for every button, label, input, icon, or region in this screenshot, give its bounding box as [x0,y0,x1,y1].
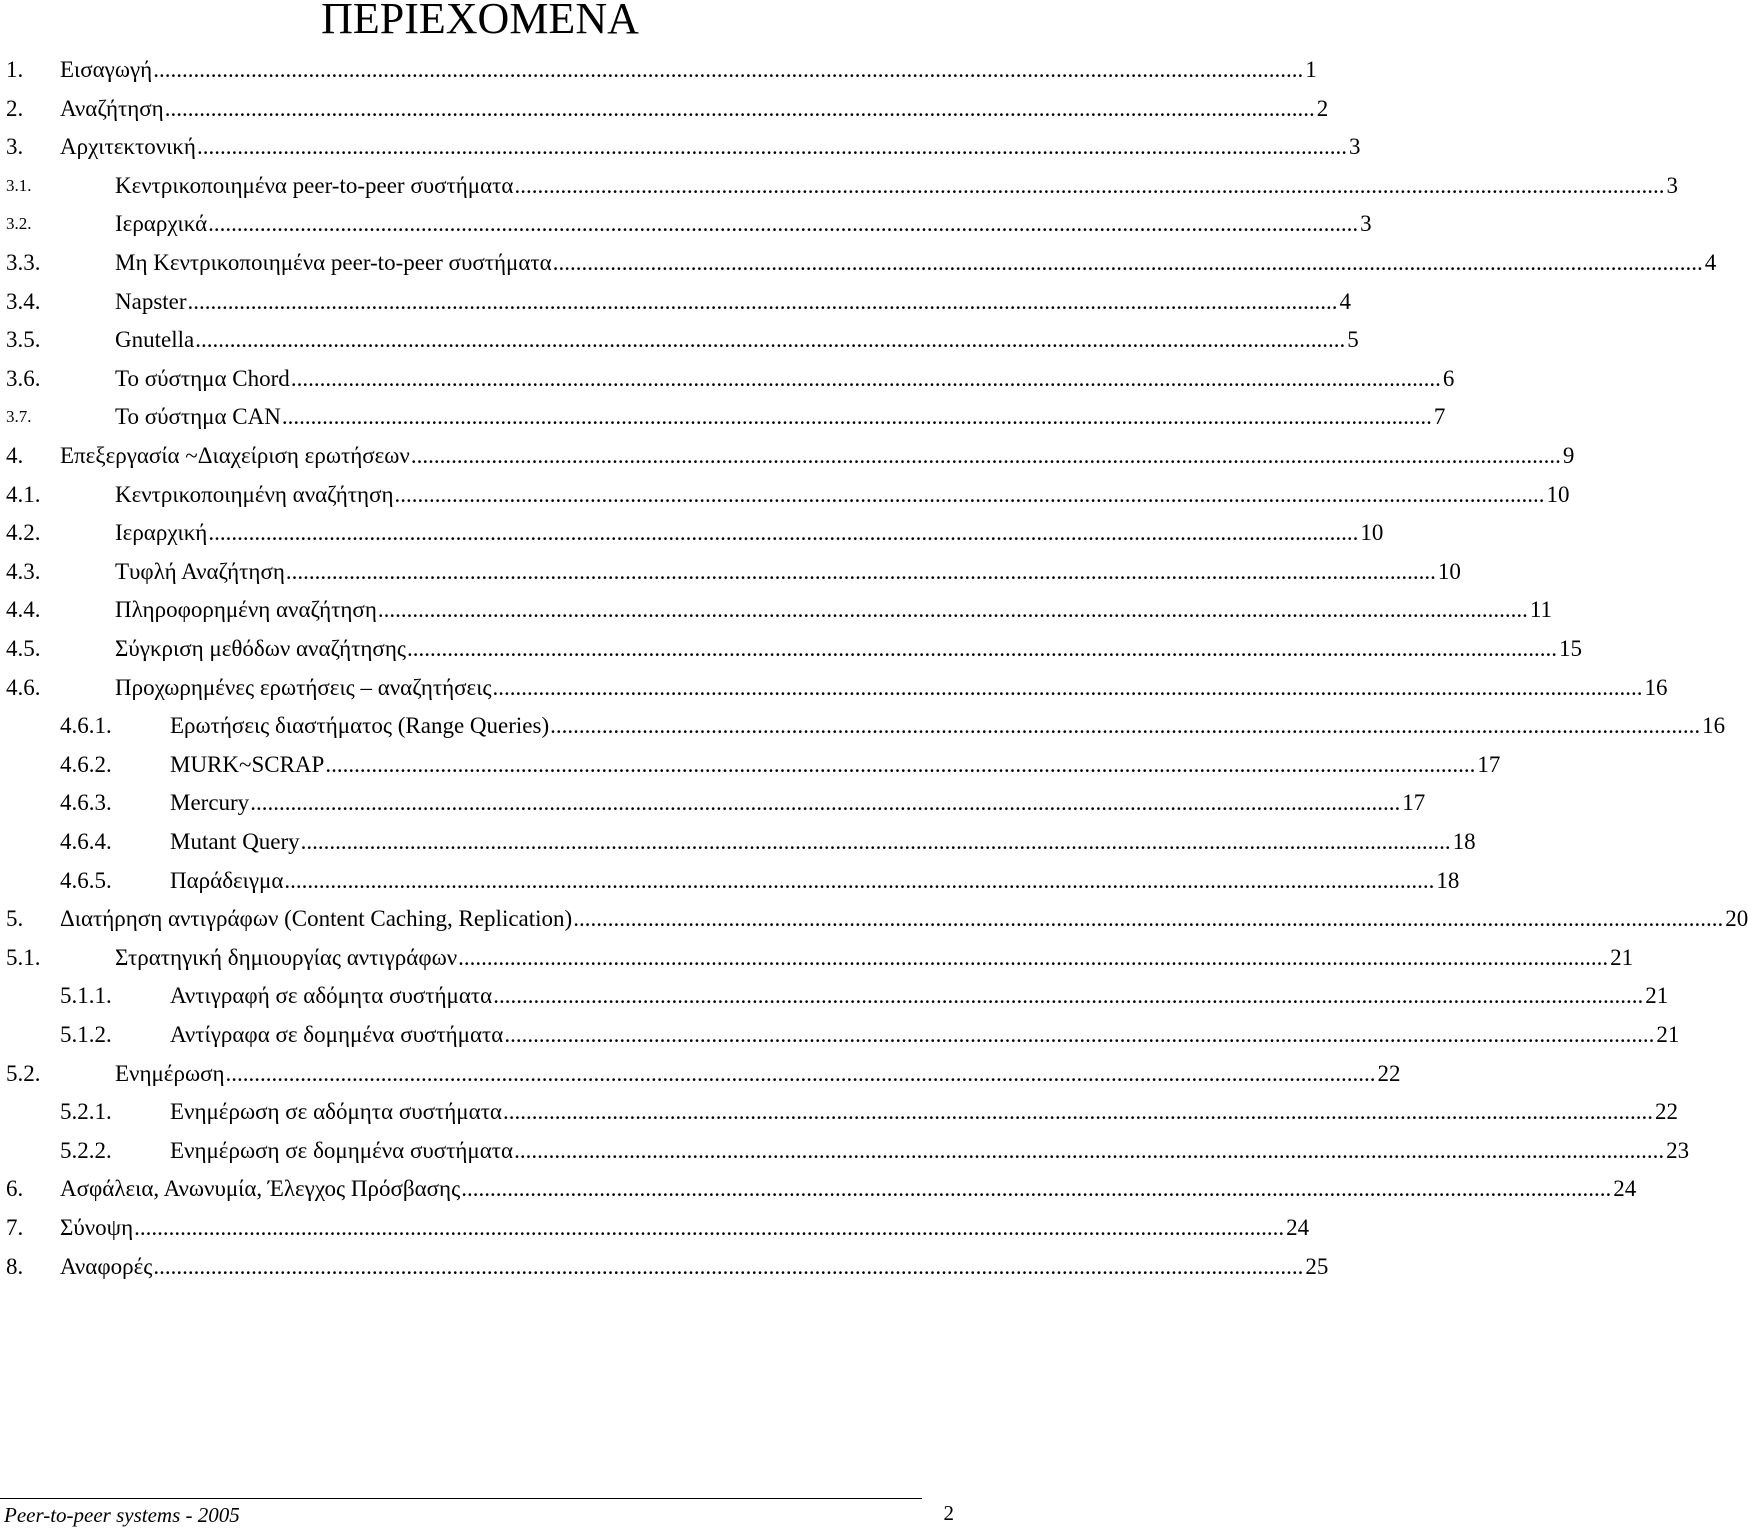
toc-entry-page: 24 [1613,1176,1637,1202]
toc-entry-title: Πληροφορημένη αναζήτηση [115,597,377,623]
toc-entry-title: MURK~SCRAP [170,751,325,777]
toc-dot-leader: ........................................................................................................................................................................................................ [208,211,1359,237]
toc-entry-page: 10 [1437,558,1461,584]
toc-entry-title: Επεξεργασία ~Διαχείριση ερωτήσεων [60,443,410,468]
toc-entry-page: 22 [1377,1060,1401,1086]
toc-dot-leader: ........................................................................................................................................................................................................ [514,172,1665,198]
toc-entry-number: 4.4. [6,597,41,623]
toc-entry-page: 22 [1654,1099,1678,1125]
toc-entry-title: Ενημέρωση [115,1060,225,1086]
toc-entry[interactable] [0,170,1678,202]
toc-entry-number: 4.6.4. [60,829,112,854]
toc-entry-page: 3 [1348,134,1361,160]
toc-dot-leader: ........................................................................................................................................................................................................ [153,1253,1304,1279]
toc-entry-page: 15 [1558,636,1582,661]
toc-entry-title: Αρχιτεκτονική [60,134,196,160]
toc-entry-number: 4.1. [6,481,41,507]
toc-dot-leader: ........................................................................................................................................................................................................ [284,867,1435,893]
toc-entry-number: 7. [6,1215,24,1240]
toc-dot-leader: ........................................................................................................................................................................................................ [394,481,1545,507]
toc-entry-page: 3 [1360,211,1372,237]
toc-entry[interactable] [0,286,1352,318]
toc-dot-leader: ........................................................................................................................................................................................................ [208,520,1359,546]
toc-entry[interactable] [0,865,1460,897]
toc-entry-page: 20 [1725,906,1748,932]
toc-entry[interactable] [0,324,1359,356]
toc-dot-leader: ........................................................................................................................................................................................................ [195,327,1346,353]
toc-entry-number: 3. [6,134,24,160]
toc-entry[interactable] [0,826,1476,858]
toc-entry-number: 3.2. [6,214,32,234]
toc-entry-title: Ασφάλεια, Ανωνυμία, Έλεγχος Πρόσβασης [60,1176,461,1202]
toc-dot-leader: ........................................................................................................................................................................................................ [461,1176,1612,1202]
toc-dot-leader: ........................................................................................................................................................................................................ [285,558,1436,584]
toc-entry-title: Μη Κεντρικοποιημένα peer-to-peer συστήματα [115,250,552,275]
toc-entry[interactable] [0,749,1501,781]
toc-dot-leader: ........................................................................................................................................................................................................ [300,829,1451,854]
toc-dot-leader: ........................................................................................................................................................................................................ [406,636,1557,661]
toc-entry[interactable] [0,401,1446,433]
toc-entry-title: Παράδειγμα [170,867,284,893]
toc-entry-number: 4.2. [6,520,41,546]
toc-dot-leader: ........................................................................................................................................................................................................ [492,674,1643,700]
toc-entry-title: Στρατηγική δημιουργίας αντιγράφων [115,944,458,970]
toc-entry-page: 21 [1645,983,1669,1009]
toc-entry-title: Αντιγραφή σε αδόμητα συστήματα [170,983,493,1009]
toc-entry-title: Κεντρικοποιημένα peer-to-peer συστήματα [115,172,514,198]
toc-entry-number: 5.1. [6,944,41,970]
toc-entry-number: 4.6.1. [60,713,112,739]
toc-entry[interactable] [0,1019,1680,1051]
toc-entry-page: 11 [1529,597,1553,623]
toc-dot-leader: ........................................................................................................................................................................................................ [196,134,1347,160]
toc-entry[interactable] [0,479,1570,511]
toc-entry-page: 2 [1316,95,1329,121]
toc-entry-title: Διατήρηση αντιγράφων (Content Caching, Replication) [60,906,573,932]
toc-entry-page: 21 [1656,1022,1680,1047]
toc-entry[interactable] [0,942,1634,974]
toc-entry-title: Προχωρημένες ερωτήσεις – αναζητήσεις [115,674,492,700]
toc-entry-number: 4. [6,443,24,468]
toc-entry[interactable] [0,710,1726,742]
toc-entry[interactable] [0,556,1461,588]
toc-entry[interactable] [0,208,1372,240]
toc-entry-number: 1. [6,57,24,82]
toc-entry[interactable] [0,1212,1310,1244]
toc-entry[interactable] [0,594,1553,626]
toc-dot-leader: ........................................................................................................................................................................................................ [504,1022,1655,1047]
toc-entry-page: 17 [1402,790,1426,816]
toc-entry-page: 16 [1644,674,1668,700]
toc-dot-leader: ........................................................................................................................................................................................................ [250,790,1401,816]
toc-entry-number: 5. [6,906,24,932]
toc-entry[interactable] [0,440,1575,472]
toc-dot-leader: ........................................................................................................................................................................................................ [514,1137,1665,1163]
toc-entry[interactable] [0,1058,1401,1090]
toc-dot-leader: ........................................................................................................................................................................................................ [164,95,1315,121]
toc-entry[interactable] [0,787,1426,819]
toc-entry-title: Napster [115,288,187,314]
toc-entry-number: 2. [6,95,24,121]
toc-entry[interactable] [0,54,1317,86]
toc-entry-number: 4.3. [6,558,41,584]
toc-entry-number: 3.1. [6,175,32,195]
toc-entry-title: Το σύστημα CAN [115,404,281,430]
toc-entry-number: 5.2.1. [60,1099,112,1125]
toc-entry-number: 4.6.5. [60,867,112,893]
toc-entry-title: Mutant Query [170,829,300,854]
toc-entry[interactable] [0,93,1329,125]
toc-entry[interactable] [0,247,1717,279]
toc-entry-page: 21 [1610,944,1634,970]
toc-entry[interactable] [0,633,1582,665]
toc-entry-page: 3 [1666,172,1678,198]
toc-entry-page: 17 [1477,751,1501,777]
toc-entry-number: 5.1.1. [60,983,112,1009]
toc-entry-number: 4.6.2. [60,751,112,777]
toc-entry-number: 3.3. [6,250,41,275]
toc-entry-page: 4 [1704,250,1717,275]
toc-entry-title: Gnutella [115,327,195,353]
toc-entry-page: 10 [1546,481,1570,507]
toc-dot-leader: ........................................................................................................................................................................................................ [281,404,1432,430]
toc-entry-title: Ιεραρχική [115,520,208,546]
footer-page-number: 2 [943,1501,954,1525]
toc-entry-page: 23 [1666,1137,1690,1163]
toc-entry-title: Τυφλή Αναζήτηση [115,558,285,584]
toc-entry-number: 4.6. [6,674,41,700]
toc-entry-title: Ερωτήσεις διαστήματος (Range Queries) [170,713,550,739]
toc-entry-title: Mercury [170,790,250,816]
toc-entry-title: Σύγκριση μεθόδων αναζήτησης [115,636,406,661]
toc-entry[interactable] [0,980,1669,1012]
toc-entry-title: Αναζήτηση [60,95,164,121]
toc-dot-leader: ........................................................................................................................................................................................................ [134,1215,1285,1240]
toc-entry-number: 4.5. [6,636,41,661]
toc-entry-number: 5.2.2. [60,1137,112,1163]
toc-entry-title: Το σύστημα Chord [115,365,290,391]
toc-entry[interactable] [0,517,1384,549]
toc-dot-leader: ........................................................................................................................................................................................................ [153,57,1304,82]
footer-divider [0,1498,922,1499]
toc-entry-page: 24 [1286,1215,1310,1240]
toc-entry-number: 3.4. [6,288,41,314]
toc-dot-leader: ........................................................................................................................................................................................................ [290,365,1441,391]
toc-dot-leader: ........................................................................................................................................................................................................ [502,1099,1653,1125]
page-title: ΠΕΡΙΕΧΟΜΕΝΑ [321,0,639,43]
toc-entry-title: Εισαγωγή [60,57,153,82]
toc-entry-page: 7 [1433,404,1446,430]
toc-entry-page: 6 [1442,365,1455,391]
toc-entry-title: Ενημέρωση σε αδόμητα συστήματα [170,1099,502,1125]
toc-entry-title: Αντίγραφα σε δομημένα συστήματα [170,1022,504,1047]
toc-entry-title: Σύνοψη [60,1215,134,1240]
toc-entry-title: Αναφορές [60,1253,153,1279]
toc-dot-leader: ........................................................................................................................................................................................................ [550,713,1701,739]
toc-entry-page: 16 [1702,713,1726,739]
toc-entry-number: 3.7. [6,407,32,427]
toc-entry-number: 3.5. [6,327,41,353]
toc-entry-number: 3.6. [6,365,41,391]
toc-entry-title: Κεντρικοποιημένη αναζήτηση [115,481,394,507]
footer-text: Peer-to-peer systems - 2005 [4,1503,240,1527]
toc-entry-title: Ενημέρωση σε δομημένα συστήματα [170,1137,514,1163]
toc-entry[interactable] [0,363,1455,395]
toc-entry-number: 6. [6,1176,24,1202]
toc-entry-page: 10 [1360,520,1384,546]
toc-dot-leader: ........................................................................................................................................................................................................ [325,751,1476,777]
toc-entry-page: 1 [1305,57,1317,82]
toc-dot-leader: ........................................................................................................................................................................................................ [458,944,1609,970]
toc-entry[interactable] [0,1135,1690,1167]
toc-entry-number: 4.6.3. [60,790,112,816]
toc-entry-number: 8. [6,1253,24,1279]
toc-entry[interactable] [0,903,1748,935]
toc-entry-page: 25 [1305,1253,1329,1279]
toc-dot-leader: ........................................................................................................................................................................................................ [225,1060,1376,1086]
toc-dot-leader: ........................................................................................................................................................................................................ [410,443,1561,468]
toc-entry-page: 18 [1452,829,1476,854]
toc-entry-title: Ιεραρχικά [115,211,208,237]
table-of-contents [0,54,1748,1294]
toc-entry[interactable] [0,1251,1329,1283]
toc-dot-leader: ........................................................................................................................................................................................................ [573,906,1724,932]
toc-entry[interactable] [0,1173,1637,1205]
toc-entry[interactable] [0,131,1361,163]
toc-dot-leader: ........................................................................................................................................................................................................ [552,250,1703,275]
toc-entry[interactable] [0,1096,1678,1128]
toc-dot-leader: ........................................................................................................................................................................................................ [493,983,1644,1009]
toc-entry[interactable] [0,672,1668,704]
toc-entry-page: 5 [1347,327,1359,353]
toc-entry-page: 4 [1339,288,1352,314]
toc-entry-page: 9 [1562,443,1575,468]
toc-entry-number: 5.2. [6,1060,41,1086]
toc-dot-leader: ........................................................................................................................................................................................................ [187,288,1338,314]
toc-entry-page: 18 [1436,867,1460,893]
toc-dot-leader: ........................................................................................................................................................................................................ [377,597,1528,623]
toc-entry-number: 5.1.2. [60,1022,112,1047]
